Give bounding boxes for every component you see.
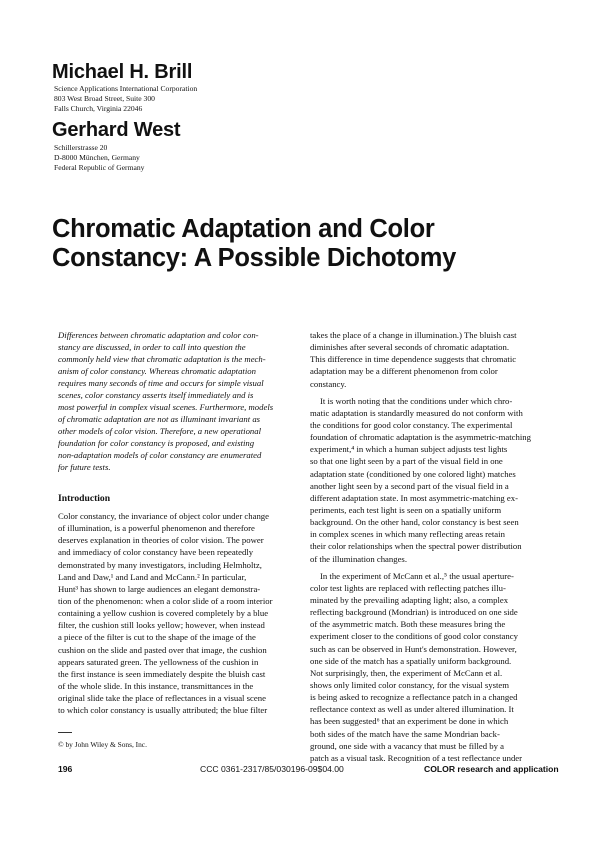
- abstract-line: requires many seconds of time and occurs for simple visual: [58, 378, 264, 389]
- body-line: is being asked to recognize a reflectance patch in a changed: [310, 692, 518, 703]
- abstract-line: scenes, color constancy asserts itself immediately and is: [58, 390, 254, 401]
- affiliation-line: 803 West Broad Street, Suite 300: [54, 94, 155, 104]
- body-line: another light seen by a second part of the visual field in a: [310, 480, 509, 491]
- body-line: such as can be observed in Hunt's demonstration. However,: [310, 643, 517, 654]
- body-line: so that one light seen by a part of the visual field in one: [310, 456, 503, 467]
- ccc-code: CCC 0361-2317/85/030196-09$04.00: [200, 764, 344, 774]
- body-line: ground, one side with a vacancy that must be filled by a: [310, 740, 504, 751]
- body-line: original slide take the place of reflectances in a visual scene: [58, 693, 266, 704]
- page-number: 196: [58, 764, 73, 774]
- section-heading-introduction: Introduction: [58, 493, 111, 504]
- body-line: Hunt³ has shown to large audiences an elegant demonstra-: [58, 583, 261, 594]
- body-line: diminishes after several seconds of chromatic adaptation.: [310, 342, 510, 353]
- body-line: both sides of the match have the same Mondrian back-: [310, 728, 500, 739]
- body-line: deserves explanation in theories of color vision. The power: [58, 535, 264, 546]
- body-line: It is worth noting that the conditions under which chro-: [320, 395, 513, 406]
- footnote-rule: [58, 732, 72, 733]
- body-line: foundation of chromatic adaptation is the asymmetric-matching: [310, 432, 531, 443]
- body-line: one side of the match has a spatially uniform background.: [310, 655, 512, 666]
- abstract-line: Differences between chromatic adaptation and color con-: [58, 330, 259, 340]
- body-line: of the illumination changes.: [310, 553, 407, 564]
- body-line: constancy.: [310, 378, 347, 389]
- body-line: periments, each test light is seen on a spatially uniform: [310, 504, 502, 515]
- body-line: Land and Daw,¹ and Land and McCann.² In particular,: [58, 571, 247, 582]
- right-column-text: [310, 329, 531, 764]
- body-line: takes the place of a change in illumination.) The bluish cast: [310, 330, 517, 340]
- author-affiliation-1: [54, 84, 197, 115]
- title-line-2: Constancy: A Possible Dichotomy: [52, 244, 456, 272]
- body-line: experiment closer to the conditions of good color constancy: [310, 631, 518, 642]
- body-line: tion of the phenomenon: when a color slide of a room interior: [58, 595, 273, 606]
- body-line: In the experiment of McCann et al.,⁵ the usual aperture-: [320, 570, 514, 581]
- body-line: shows only limited color constancy, for the visual system: [310, 679, 509, 690]
- abstract-line: of chromatic adaptation are not as illuminant invariant as: [58, 414, 261, 425]
- body-line: adaptation state (conditioned by one colored light) matches: [310, 468, 516, 479]
- affiliation-line: D-8000 München, Germany: [54, 153, 140, 163]
- body-line: of illumination, is a powerful phenomenon and therefore: [58, 523, 255, 534]
- body-line: their color relationships when the spectral power distribution: [310, 541, 522, 552]
- author-affiliation-2: [54, 143, 144, 174]
- affiliation-line: Falls Church, Virginia 22046: [54, 104, 143, 114]
- body-line: reflecting background (Mondrian) is introduced on one side: [310, 607, 518, 618]
- body-line: cushion on the slide and pasted over that image, the cushion: [58, 644, 267, 655]
- body-line: of the whole slide. In this instance, transmittances in the: [58, 680, 254, 691]
- body-line: experiment,⁴ in which a human subject adjusts test lights: [310, 444, 508, 455]
- affiliation-line: Schillerstrasse 20: [54, 143, 108, 152]
- copyright-notice: © by John Wiley & Sons, Inc.: [58, 740, 147, 749]
- abstract: [58, 329, 273, 473]
- body-line: of the asymmetric match. Both these measures bring the: [310, 619, 506, 630]
- author-name-2: Gerhard West: [52, 119, 181, 141]
- affiliation-line: Federal Republic of Germany: [54, 163, 145, 173]
- body-line: patch as a visual task. Recognition of a test reflectance under: [310, 752, 523, 763]
- body-line: and immediacy of color constancy have been repeatedly: [58, 547, 254, 558]
- author-name-1: Michael H. Brill: [52, 61, 193, 83]
- body-line: filter, the cushion still looks yellow; however, when instead: [58, 620, 265, 631]
- body-line: matic adaptation is standardly measured do not conform with: [310, 407, 523, 418]
- body-line: to which color constancy is usually attributed; the blue filter: [58, 705, 268, 716]
- title-line-1: Chromatic Adaptation and Color: [52, 215, 435, 243]
- affiliation-line: Science Applications International Corporation: [54, 84, 198, 93]
- abstract-line: commonly held view that chromatic adaptation is the mech-: [58, 354, 266, 365]
- abstract-line: for future tests.: [58, 462, 111, 473]
- abstract-line: anism of color constancy. Whereas chromatic adaptation: [58, 366, 256, 377]
- body-line: the first instance is seen immediately despite the bluish cast: [58, 668, 266, 679]
- body-line: the conditions for good color constancy. The experimental: [310, 419, 513, 430]
- introduction-text: [58, 510, 272, 716]
- body-line: containing a yellow cushion is covered completely by a blue: [58, 608, 269, 619]
- body-line: different adaptation state. In most asymmetric-matching ex-: [310, 492, 519, 503]
- body-line: Not surprisingly, then, the experiment of McCann et al.: [310, 667, 503, 678]
- journal-name: COLOR research and application: [424, 764, 559, 774]
- abstract-line: foundation for color constancy is proposed, and existing: [58, 438, 255, 449]
- body-line: This difference in time dependence suggests that chromatic: [310, 354, 517, 365]
- body-line: a piece of the filter is cut to the shape of the image of the: [58, 632, 256, 643]
- body-line: color test lights are replaced with reflecting patches illu-: [310, 582, 506, 593]
- body-line: reflectance context as well as under altered illumination. It: [310, 704, 514, 715]
- body-line: adaptation may be a different phenomenon from color: [310, 366, 498, 377]
- abstract-line: stancy are discussed, in order to call into question the: [58, 342, 246, 353]
- body-line: demonstrated by many investigators, including Helmholtz,: [58, 559, 262, 570]
- body-line: background. On the other hand, color constancy is best seen: [310, 517, 519, 528]
- abstract-line: non-adaptation models of color constancy are enumerated: [58, 450, 262, 461]
- body-line: minated by the prevailing adapting light; also, a complex: [310, 594, 509, 605]
- body-line: Color constancy, the invariance of object color under change: [58, 511, 269, 521]
- abstract-line: other models of color vision. Therefore, a new operational: [58, 426, 262, 437]
- body-line: in complex scenes in which many reflecting areas retain: [310, 529, 505, 540]
- paper-title: [52, 215, 456, 273]
- abstract-line: most powerful in complex visual scenes. Furthermore, models: [58, 402, 274, 413]
- body-line: appears saturated green. The yellowness of the cushion in: [58, 656, 259, 667]
- body-line: has been suggested⁶ that an experiment be done in which: [310, 716, 509, 727]
